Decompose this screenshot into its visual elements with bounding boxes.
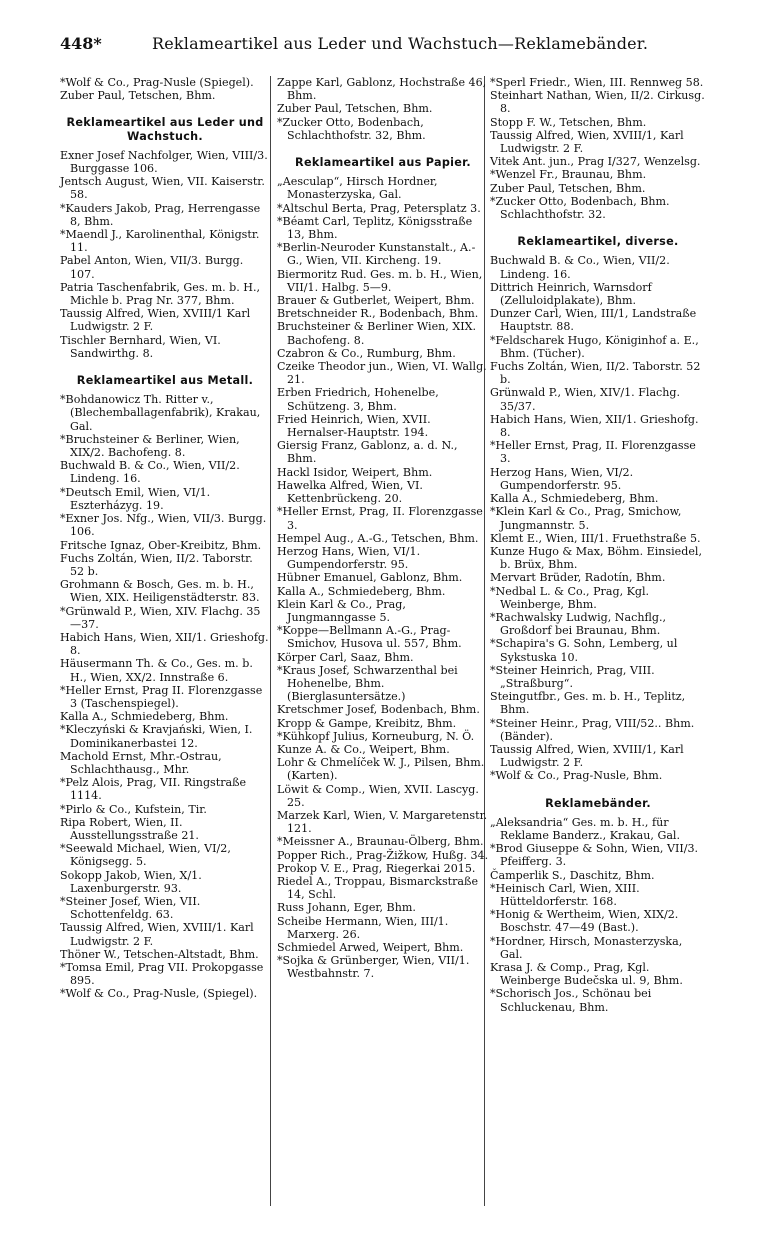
directory-entry: *Altschul Berta, Prag, Petersplatz 3. xyxy=(277,201,481,215)
directory-entry: Taussig Alfred, Wien, XVIII/1, Karl Ludwigstr. 2 F. xyxy=(490,128,684,156)
directory-entry: Hackl Isidor, Weipert, Bhm. xyxy=(277,465,433,479)
directory-entry: *Steiner Heinrich, Prag, VIII. „Straßburg“. xyxy=(490,663,655,690)
directory-entry: *Heller Ernst, Prag II. Florenzgasse 3 (Taschenspiegel). xyxy=(60,683,263,710)
directory-entry: *Zucker Otto, Bodenbach, Bhm. Schlachthofstr. 32. xyxy=(490,194,670,222)
directory-entry: Fuchs Zoltán, Wien, II/2. Taborstr. 52 b. xyxy=(490,360,701,387)
directory-entry: *Heinisch Carl, Wien, XIII. Hütteldorferstr. 168. xyxy=(490,881,640,908)
directory-entry: Fuchs Zoltán, Wien, II/2. Taborstr. 52 b. xyxy=(60,551,253,578)
directory-entry: Häusermann Th. & Co., Ges. m. b. H., Wien, XX/2. Innstraße 6. xyxy=(60,657,253,684)
directory-entry: *Wolf & Co., Prag-Nusle (Spiegel). xyxy=(60,76,254,89)
directory-entry: *Wolf & Co., Prag-Nusle, Bhm. xyxy=(490,769,663,783)
directory-entry: Lohr & Chmelíček W. J., Pilsen, Bhm. (Karten). xyxy=(277,756,485,783)
directory-entry: Mervart Brüder, Radotín, Bhm. xyxy=(490,571,666,585)
page-header xyxy=(60,34,720,60)
directory-entry: Ripa Robert, Wien, II. Ausstellungsstraße 21. xyxy=(60,815,199,842)
directory-entry: *Berlin-Neuroder Kunstanstalt., A.-G., Wien, VII. Kircheng. 19. xyxy=(277,241,476,268)
page-title: Reklameartikel aus Leder und Wachstuch—Reklamebänder. xyxy=(152,34,649,53)
directory-entry: Zuber Paul, Tetschen, Bhm. xyxy=(490,181,646,195)
directory-entry: *Bohdanowicz Th. Ritter v., (Blechemballagenfabrik), Krakau, Gal. xyxy=(60,393,261,433)
directory-entry: Kretschmer Josef, Bodenbach, Bhm. xyxy=(277,703,480,717)
directory-entry: Kalla A., Schmiedeberg, Bhm. xyxy=(60,710,229,724)
column-1 xyxy=(60,76,270,1001)
directory-entry: *Koppe—Bellmann A.-G., Prag-Smichov, Husova ul. 557, Bhm. xyxy=(277,624,462,651)
directory-entry: Kropp & Gampe, Kreibitz, Bhm. xyxy=(277,716,457,730)
directory-entry: Zuber Paul, Tetschen, Bhm. xyxy=(277,102,433,116)
directory-entry: Erben Friedrich, Hohenelbe, Schützeng. 3, Bhm. xyxy=(277,386,439,413)
directory-entry: Klein Karl & Co., Prag, Jungmanngasse 5. xyxy=(277,597,406,624)
directory-entry: Marzek Karl, Wien, V. Margaretenstr. 121. xyxy=(277,808,488,836)
directory-entry: Herzog Hans, Wien, VI/2. Gumpendorferstr. 95. xyxy=(490,465,634,492)
directory-entry: Dunzer Carl, Wien, III/1, Landstraße Hauptstr. 88. xyxy=(490,307,697,334)
section-heading: Reklameartikel aus Leder und Wachstuch. xyxy=(66,116,264,143)
directory-entry: *Sojka & Grünberger, Wien, VII/1. Westbahnstr. 7. xyxy=(277,954,470,981)
directory-entry: *Rachwalsky Ludwig, Nachflg., Großdorf bei Braunau, Bhm. xyxy=(490,610,667,638)
directory-entry: *Meissner A., Braunau-Ölberg, Bhm. xyxy=(277,835,484,849)
directory-entry: Herzog Hans, Wien, VI/1. Gumpendorferstr. 95. xyxy=(277,544,421,572)
directory-entry: *Brod Giuseppe & Sohn, Wien, VII/3. Pfeifferg. 3. xyxy=(490,842,699,869)
directory-entry: Taussig Alfred, Wien, XVIII/1, Karl Ludwigstr. 2 F. xyxy=(490,742,684,770)
directory-entry: Fritsche Ignaz, Ober-Kreibitz, Bhm. xyxy=(60,538,262,552)
directory-entry: Steinhart Nathan, Wien, II/2. Cirkusg. 8. xyxy=(490,89,705,116)
directory-entry: Buchwald B. & Co., Wien, VII/2. Lindeng. 16. xyxy=(60,459,240,486)
column-2 xyxy=(277,76,489,981)
directory-entry: Fried Heinrich, Wien, XVII. Hernalser-Hauptstr. 194. xyxy=(277,412,431,440)
directory-entry: Kunze Hugo & Max, Böhm. Einsiedel, b. Brüx, Bhm. xyxy=(490,544,702,572)
section-heading: Reklameartikel, diverse. xyxy=(517,235,679,249)
directory-entry: *Zucker Otto, Bodenbach, Schlachthofstr. 32, Bhm. xyxy=(277,115,426,142)
directory-entry: Kunze A. & Co., Weipert, Bhm. xyxy=(277,742,450,756)
directory-entry: Krasa J. & Comp., Prag, Kgl. Weinberge Budečska ul. 9, Bhm. xyxy=(490,961,683,988)
directory-entry: Grohmann & Bosch, Ges. m. b. H., Wien, XIX. Heiligenstädterstr. 83. xyxy=(60,578,260,605)
directory-entry: Klemt E., Wien, III/1. Fruethstraße 5. xyxy=(490,531,701,545)
directory-entry: Patria Taschenfabrik, Ges. m. b. H., Michle b. Prag Nr. 377, Bhm. xyxy=(60,280,261,308)
directory-entry: *Exner Jos. Nfg., Wien, VII/3. Burgg. 106. xyxy=(60,512,267,539)
directory-entry: *Béamt Carl, Teplitz, Königsstraße 13, Bhm. xyxy=(277,214,473,242)
directory-entry: *Schapira's G. Sohn, Lemberg, ul Sykstuska 10. xyxy=(490,637,678,664)
directory-entry: „Aleksandria“ Ges. m. b. H., für Reklame Banderz., Krakau, Gal. xyxy=(490,815,681,842)
directory-entry: Sokopp Jakob, Wien, X/1. Laxenburgerstr. 93. xyxy=(60,868,202,895)
directory-entry: Exner Josef Nachfolger, Wien, VIII/3. Burggasse 106. xyxy=(60,148,268,176)
directory-entry: Popper Rich., Prag-Žižkow, Hußg. 34. xyxy=(277,848,489,862)
directory-entry: Machold Ernst, Mhr.-Ostrau, Schlachthausg., Mhr. xyxy=(60,749,222,776)
directory-entry: Čamperlik S., Daschitz, Bhm. xyxy=(490,868,655,882)
directory-entry: *Deutsch Emil, Wien, VI/1. Eszterházyg. 19. xyxy=(60,485,211,512)
directory-entry: Löwit & Comp., Wien, XVII. Lascyg. 25. xyxy=(277,782,479,809)
directory-entry: Biermoritz Rud. Ges. m. b. H., Wien, VII/1. Halbg. 5—9. xyxy=(277,267,483,294)
directory-entry: *Feldscharek Hugo, Königinhof a. E., Bhm. (Tücher). xyxy=(490,333,699,360)
directory-entry: Hawelka Alfred, Wien, VI. Kettenbrückeng. 20. xyxy=(277,478,423,506)
directory-entry: *Pelz Alois, Prag, VII. Ringstraße 1114. xyxy=(60,776,247,803)
directory-entry: „Aesculap“, Hirsch Hordner, Monasterzyska, Gal. xyxy=(277,175,438,202)
directory-entry: Tischler Bernhard, Wien, VI. Sandwirthg. 8. xyxy=(60,333,221,360)
directory-entry: Kalla A., Schmiedeberg, Bhm. xyxy=(490,492,659,506)
directory-entry: *Kauders Jakob, Prag, Herrengasse 8, Bhm. xyxy=(60,201,261,228)
section-heading: Reklamebänder. xyxy=(545,796,651,810)
directory-entry: *Kleczyński & Kravjański, Wien, I. Dominikanerbastei 12. xyxy=(60,723,253,750)
directory-entry: Scheibe Hermann, Wien, III/1. Marxerg. 26. xyxy=(277,914,449,941)
directory-entry: *Maendl J., Karolinenthal, Königstr. 11. xyxy=(60,228,260,255)
page-number: 448* xyxy=(60,34,102,53)
column-3 xyxy=(490,76,706,1014)
directory-entry: Kalla A., Schmiedeberg, Bhm. xyxy=(277,584,446,598)
directory-entry: Brauer & Gutberlet, Weipert, Bhm. xyxy=(277,294,475,308)
directory-entry: *Seewald Michael, Wien, VI/2, Königsegg. 5. xyxy=(60,842,231,869)
directory-entry: Russ Johann, Eger, Bhm. xyxy=(277,901,416,915)
directory-entry: Taussig Alfred, Wien, XVIII/1 Karl Ludwigstr. 2 F. xyxy=(60,307,251,334)
directory-entry: Habich Hans, Wien, XII/1. Grieshofg. 8. xyxy=(490,412,699,440)
directory-entry: *Sperl Friedr., Wien, III. Rennweg 58. xyxy=(490,76,704,89)
directory-entry: Schmiedel Arwed, Weipert, Bhm. xyxy=(277,941,464,954)
directory-entry: *Pirlo & Co., Kufstein, Tir. xyxy=(60,802,207,816)
directory-entry: Pabel Anton, Wien, VII/3. Burgg. 107. xyxy=(60,254,244,281)
directory-entry: Hübner Emanuel, Gablonz, Bhm. xyxy=(277,571,463,585)
directory-entry: *Tomsa Emil, Prag VII. Prokopgasse 895. xyxy=(60,961,264,988)
directory-entry: Buchwald B. & Co., Wien, VII/2. Lindeng. 16. xyxy=(490,254,670,281)
directory-entry: Stopp F. W., Tetschen, Bhm. xyxy=(490,115,647,129)
directory-entry: Zappe Karl, Gablonz, Hochstraße 46, Bhm. xyxy=(277,76,487,103)
directory-entry: *Kühkopf Julius, Korneuburg, N. Ö. xyxy=(277,729,475,743)
directory-entry: Körper Carl, Saaz, Bhm. xyxy=(277,650,414,664)
directory-entry: Grünwald P., Wien, XIV/1. Flachg. 35/37. xyxy=(490,386,681,413)
directory-entry: Jentsch August, Wien, VII. Kaiserstr. 58. xyxy=(60,175,265,202)
directory-entry: Habich Hans, Wien, XII/1. Grieshofg. 8. xyxy=(60,630,269,658)
directory-entry: *Hordner, Hirsch, Monasterzyska, Gal. xyxy=(490,934,683,961)
directory-entry: *Steiner Heinr., Prag, VIII/52.. Bhm. (Bänder). xyxy=(490,716,695,743)
directory-entry: *Nedbal L. & Co., Prag, Kgl. Weinberge, Bhm. xyxy=(490,584,650,611)
section-heading: Reklameartikel aus Metall. xyxy=(76,374,254,388)
directory-entry: *Bruchsteiner & Berliner, Wien, XIX/2. Bachofeng. 8. xyxy=(60,432,240,460)
directory-entry: *Wenzel Fr., Braunau, Bhm. xyxy=(490,168,647,182)
directory-entry: *Heller Ernst, Prag, II. Florenzgasse 3. xyxy=(490,439,696,466)
directory-entry: Taussig Alfred, Wien, XVIII/1. Karl Ludwigstr. 2 F. xyxy=(60,921,254,948)
directory-entry: *Heller Ernst, Prag, II. Florenzgasse 3. xyxy=(277,505,483,532)
section-heading: Reklameartikel aus Papier. xyxy=(295,156,471,170)
directory-entry: *Klein Karl & Co., Prag, Smichow, Jungmannstr. 5. xyxy=(490,505,682,532)
directory-entry: Steingutfbr., Ges. m. b. H., Teplitz, Bhm. xyxy=(490,690,686,717)
directory-entry: Bretschneider R., Bodenbach, Bhm. xyxy=(277,307,479,321)
directory-entry: Zuber Paul, Tetschen, Bhm. xyxy=(60,89,216,103)
column-divider xyxy=(270,76,271,1206)
directory-entry: Vitek Ant. jun., Prag I/327, Wenzelsg. xyxy=(490,155,701,169)
directory-entry: *Schorisch Jos., Schönau bei Schluckenau, Bhm. xyxy=(490,987,652,1014)
directory-entry: Dittrich Heinrich, Warnsdorf (Zelluloidplakate), Bhm. xyxy=(490,280,652,308)
directory-entry: Prokop V. E., Prag, Riegerkai 2015. xyxy=(277,861,476,875)
directory-entry: Czabron & Co., Rumburg, Bhm. xyxy=(277,346,456,360)
directory-entry: *Steiner Josef, Wien, VII. Schottenfeldg. 63. xyxy=(60,894,201,922)
directory-entry: *Wolf & Co., Prag-Nusle, (Spiegel). xyxy=(60,987,258,1001)
directory-entry: Hempel Aug., A.-G., Tetschen, Bhm. xyxy=(277,531,479,545)
directory-entry: *Kraus Josef, Schwarzenthal bei Hohenelbe, Bhm. (Bierglasuntersätze.) xyxy=(277,663,458,704)
directory-entry: *Grünwald P., Wien, XIV. Flachg. 35—37. xyxy=(60,604,261,631)
directory-entry: Bruchsteiner & Berliner Wien, XIX. Bachofeng. 8. xyxy=(277,320,477,347)
directory-entry: Riedel A., Troppau, Bismarckstraße 14, Schl. xyxy=(277,874,479,902)
directory-entry: Czeike Theodor jun., Wien, VI. Wallg. 21. xyxy=(277,360,487,387)
directory-entry: Thöner W., Tetschen-Altstadt, Bhm. xyxy=(60,947,259,961)
directory-entry: *Honig & Wertheim, Wien, XIX/2. Boschstr. 47—49 (Bast.). xyxy=(490,908,679,935)
directory-entry: Giersig Franz, Gablonz, a. d. N., Bhm. xyxy=(277,439,458,466)
